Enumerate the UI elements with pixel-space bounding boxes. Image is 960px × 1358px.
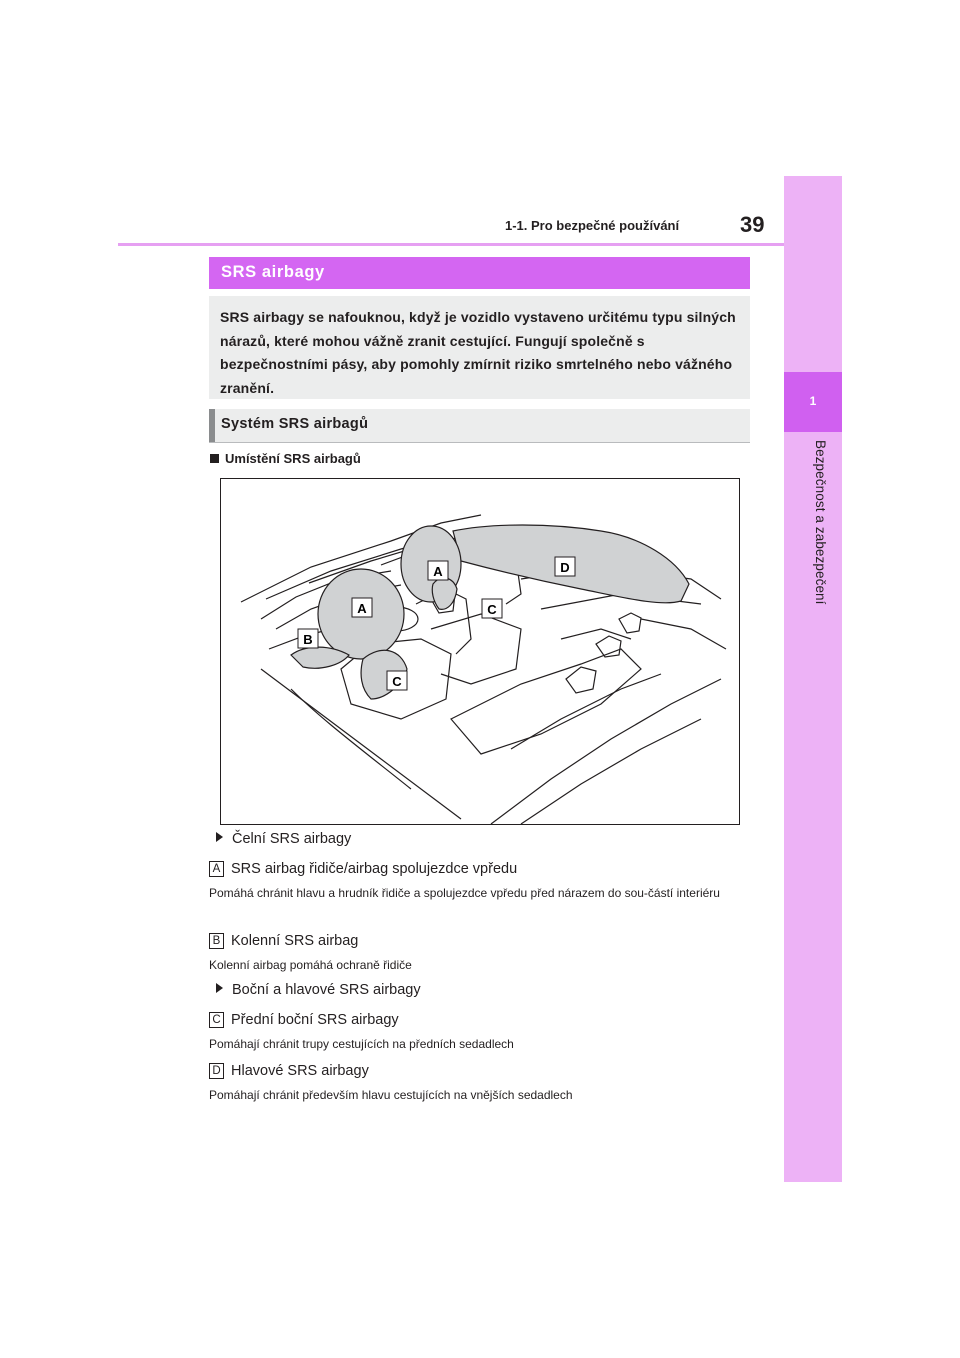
triangle-bullet-icon	[216, 832, 223, 842]
group-heading-side	[216, 982, 421, 998]
badge-a: A	[209, 861, 224, 877]
square-bullet-icon	[210, 454, 219, 463]
subheading-title: Systém SRS airbagů	[221, 416, 369, 432]
location-heading	[210, 451, 361, 466]
label-a-passenger	[428, 561, 448, 580]
label-c-passenger	[482, 599, 502, 618]
label-b	[298, 629, 318, 648]
label-text: C	[487, 602, 497, 617]
triangle-bullet-icon	[216, 983, 223, 993]
label-c-driver	[387, 671, 407, 690]
car-interior-drawing	[221, 479, 739, 824]
banner-title: SRS airbagy	[221, 263, 325, 281]
label-text: D	[560, 560, 570, 575]
item-heading-c	[209, 1012, 399, 1028]
group-heading-frontal	[216, 831, 351, 847]
item-desc-b: Kolenní airbag pomáhá ochraně řidiče	[209, 958, 412, 972]
item-heading-a	[209, 861, 517, 877]
label-a-driver	[352, 598, 372, 617]
item-desc-d: Pomáhají chránit především hlavu cestujících na vnějších sedadlech	[209, 1088, 573, 1102]
section-banner	[209, 257, 750, 289]
chapter-number: 1	[809, 394, 817, 408]
badge-d: D	[209, 1063, 224, 1079]
chapter-number-tab	[784, 372, 842, 432]
subheading	[209, 409, 750, 443]
item-title: Kolenní SRS airbag	[231, 933, 359, 949]
chapter-side-tab	[784, 176, 842, 1182]
intro-text: SRS airbagy se nafouknou, když je vozidlo vystaveno určitému typu silných nárazů, které mohou vážně zranit cestující. Fungují společně s bezpečnostními pásy, aby pomohly zmírnit riziko smrtelného nebo vážného zranění.	[220, 309, 736, 396]
label-text: C	[392, 674, 402, 689]
location-title: Umístění SRS airbagů	[225, 451, 361, 466]
group-title: Čelní SRS airbagy	[232, 831, 352, 847]
label-text: B	[303, 632, 313, 647]
chapter-title: Bezpečnost a zabezpečení	[813, 440, 828, 605]
item-heading-b	[209, 933, 358, 949]
item-desc-a: Pomáhá chránit hlavu a hrudník řidiče a spolujezdce vpředu před nárazem do sou-částí interiéru	[209, 886, 720, 900]
label-text: A	[357, 601, 367, 616]
airbag-illustration	[220, 478, 740, 825]
badge-b: B	[209, 933, 224, 949]
badge-c: C	[209, 1012, 224, 1028]
item-title: SRS airbag řidiče/airbag spolujezdce vpředu	[231, 861, 518, 877]
label-text: A	[433, 564, 443, 579]
item-title: Přední boční SRS airbagy	[231, 1012, 399, 1028]
section-header: 1-1. Pro bezpečné používání	[505, 218, 680, 233]
item-heading-d	[209, 1063, 369, 1079]
label-d	[555, 557, 575, 576]
item-title: Hlavové SRS airbagy	[231, 1063, 369, 1079]
header-rule	[118, 243, 784, 246]
item-desc-c: Pomáhají chránit trupy cestujících na předních sedadlech	[209, 1037, 514, 1051]
subheading-bar	[209, 409, 215, 442]
page-number: 39	[740, 212, 765, 237]
group-title: Boční a hlavové SRS airbagy	[232, 982, 421, 998]
intro-box	[209, 296, 750, 399]
